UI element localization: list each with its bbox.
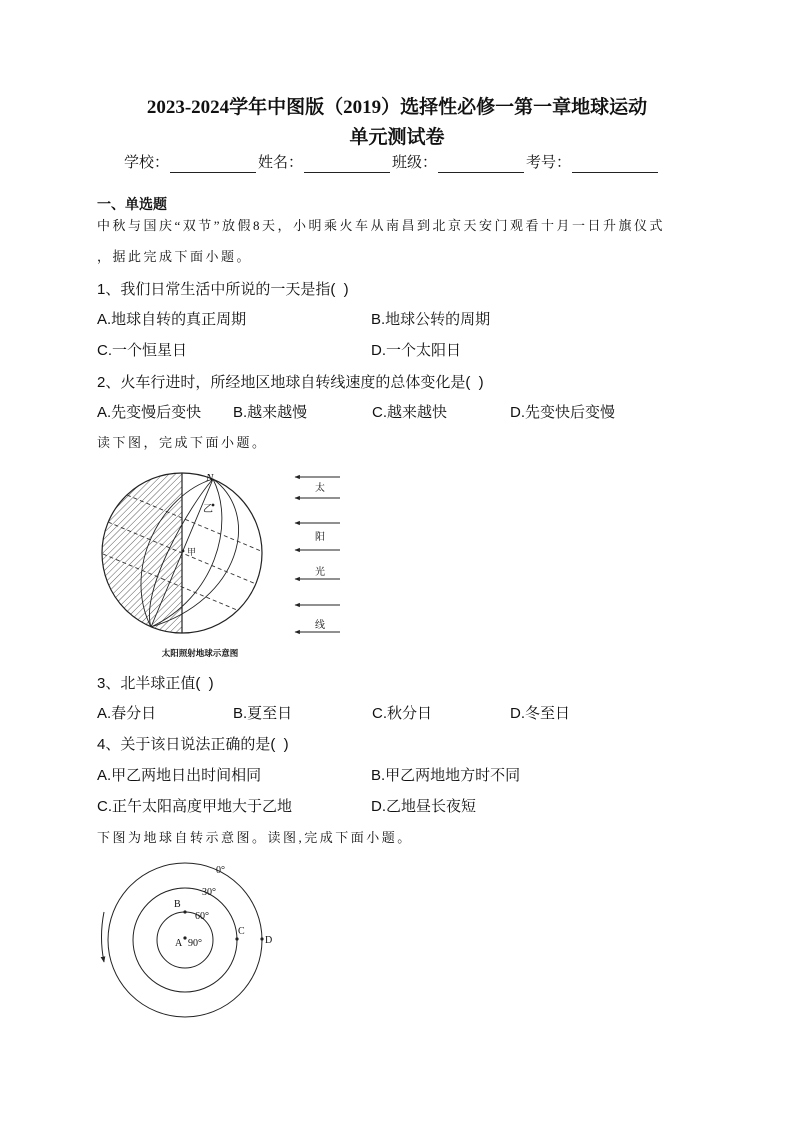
latitude-0-label: 0°	[216, 865, 225, 876]
section-heading: 一、单选题	[97, 196, 167, 212]
point-a-label: A	[175, 938, 183, 949]
school-blank	[170, 155, 256, 173]
figure-2-instruction: 下图为地球自转示意图。读图,完成下面小题。	[97, 830, 413, 845]
question-4-option-c: C.正午太阳高度甲地大于乙地	[97, 798, 293, 815]
name-blank	[304, 155, 390, 173]
latitude-circle-0	[108, 863, 262, 1017]
point-b-label: B	[174, 899, 181, 910]
north-pole-label: N	[206, 472, 214, 484]
question-3-option-c: C.秋分日	[372, 705, 433, 722]
question-1-stem: 1、我们日常生活中所说的一天是指( )	[97, 281, 349, 298]
night-side-hatch	[102, 473, 182, 633]
student-info-row	[124, 153, 660, 173]
question-2-option-c: C.越来越快	[372, 404, 448, 421]
question-4-stem: 4、关于该日说法正确的是( )	[97, 736, 289, 753]
figure-1-caption: 太阳照射地球示意图	[161, 648, 239, 658]
point-jia-dot	[182, 550, 185, 553]
rotation-direction-arrow	[102, 912, 105, 962]
question-2-option-d: D.先变快后变慢	[510, 404, 616, 421]
intro-text-line2: ，据此完成下面小题。	[97, 249, 253, 264]
latitude-60-label: 60°	[195, 911, 209, 922]
question-1-option-b: B.地球公转的周期	[371, 311, 491, 328]
point-b-dot	[183, 910, 186, 913]
class-blank	[438, 155, 524, 173]
name-label: 姓名：	[258, 154, 304, 171]
school-label: 学校：	[124, 154, 170, 171]
sunlight-earth-diagram	[90, 462, 360, 664]
exam-title: 2023-2024学年中图版（2019）选择性必修一第一章地球运动	[146, 97, 648, 118]
sunlight-char: 线	[315, 620, 325, 631]
question-3-stem: 3、北半球正值( )	[97, 675, 214, 692]
sunlight-char: 光	[315, 567, 325, 578]
question-1-option-c: C.一个恒星日	[97, 342, 188, 359]
sunlight-char: 太	[315, 483, 325, 494]
exam-number-label: 考号：	[526, 154, 572, 171]
earth-rotation-diagram	[90, 855, 290, 1030]
sunlight-char: 阳	[315, 532, 325, 543]
question-4-option-b: B.甲乙两地地方时不同	[371, 767, 521, 784]
question-1-option-d: D.一个太阳日	[371, 342, 462, 359]
point-jia-label: 甲	[187, 547, 197, 557]
latitude-90-label: 90°	[188, 938, 202, 949]
point-d-label: D	[265, 935, 273, 946]
figure-1-instruction: 读下图，完成下面小题。	[97, 435, 268, 450]
class-label: 班级：	[392, 154, 438, 171]
point-c-label: C	[238, 926, 245, 937]
point-c-dot	[235, 937, 238, 940]
intro-text-line1: 中秋与国庆“双节”放假8天，小明乘火车从南昌到北京天安门观看十月一日升旗仪式	[97, 218, 666, 233]
point-d-dot	[260, 937, 263, 940]
question-2-option-b: B.越来越慢	[233, 404, 308, 421]
latitude-30-label: 30°	[202, 887, 216, 898]
point-yi-label: 乙	[203, 504, 213, 515]
exam-subtitle: 单元测试卷	[349, 127, 445, 148]
point-a-dot	[183, 936, 186, 939]
question-1-option-a: A.地球自转的真正周期	[97, 311, 247, 328]
question-2-stem: 2、火车行进时，所经地区地球自转线速度的总体变化是( )	[97, 374, 484, 391]
question-4-option-a: A.甲乙两地日出时间相同	[97, 767, 262, 784]
question-3-option-d: D.冬至日	[510, 705, 571, 722]
latitude-circle-30	[133, 888, 237, 992]
question-2-option-a: A.先变慢后变快	[97, 404, 202, 421]
question-3-option-a: A.春分日	[97, 705, 157, 722]
question-4-option-d: D.乙地昼长夜短	[371, 798, 477, 815]
question-3-option-b: B.夏至日	[233, 705, 293, 722]
exam-number-blank	[572, 155, 658, 173]
